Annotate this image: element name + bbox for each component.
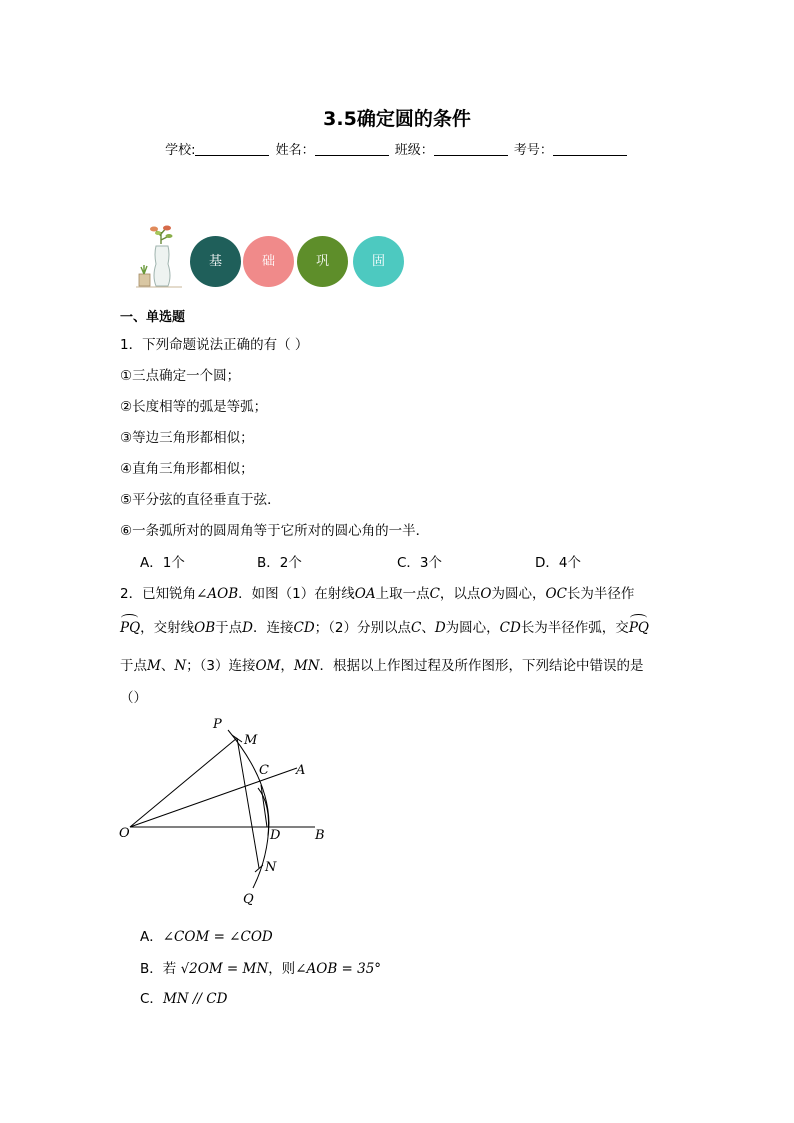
label-o: O (119, 826, 130, 841)
label-d: D (270, 828, 281, 843)
name-label: 姓名： (275, 143, 315, 158)
q2-stem-line-4: （） (120, 690, 147, 706)
q1-option-a[interactable]: A．1个 (140, 555, 185, 571)
arc-pq-figure (228, 730, 269, 888)
q2-option-a[interactable]: A．∠COM = ∠COD (140, 929, 273, 945)
geometry-figure (110, 708, 340, 908)
badge-gong: 巩 (297, 236, 348, 287)
arc-pq: PQ (120, 620, 140, 636)
label-m: M (244, 733, 258, 748)
label-a: A (296, 763, 306, 778)
q1-statement-3: ③等边三角形都相似； (120, 430, 254, 446)
page-title: 3.5确定圆的条件 (323, 108, 471, 130)
arc-mark-icon (630, 614, 647, 622)
section-title: 一、单选题 (120, 310, 186, 325)
badge-ji: 基 (190, 236, 241, 287)
segment-om (130, 738, 237, 827)
arc-mark-icon (121, 614, 138, 622)
q1-statement-6: ⑥一条弧所对的圆周角等于它所对的圆心角的一半． (120, 523, 430, 539)
q1-stem: 1．下列命题说法正确的有（ ） (120, 337, 309, 353)
q1-option-c[interactable]: C．3个 (397, 555, 443, 571)
q2-option-c[interactable]: C．MN // CD (140, 991, 228, 1007)
plant-vase-icon (136, 224, 186, 290)
class-label: 班级： (394, 143, 434, 158)
label-n: N (265, 860, 277, 875)
label-c: C (259, 763, 269, 778)
student-info-row (0, 139, 794, 158)
label-p: P (213, 717, 222, 732)
badge-gu: 固 (353, 236, 404, 287)
badge-chu: 础 (243, 236, 294, 287)
label-q: Q (243, 892, 254, 907)
exam-number-label: 考号： (513, 143, 553, 158)
q1-options (0, 551, 794, 571)
arc-pq-2: PQ (629, 620, 649, 636)
q2-stem-line-2: PQ，交射线OB于点D．连接CD；（2）分别以点C、D为圆心，CD长为半径作弧，交 PQ (120, 616, 649, 636)
q2-stem-line-1: 2．已知锐角∠AOB．如图（1）在射线OA上取一点C，以点O为圆心，OC长为半径作 (120, 586, 635, 602)
q1-statement-4: ④直角三角形都相似； (120, 461, 254, 477)
name-blank[interactable] (315, 142, 389, 156)
q1-statement-2: ②长度相等的弧是等弧； (120, 399, 268, 415)
label-b: B (315, 828, 325, 843)
q1-statement-1: ①三点确定一个圆； (120, 368, 241, 384)
q2-option-b[interactable]: B．若 √2OM = MN，则∠AOB = 35° (140, 961, 382, 977)
ray-oa (130, 768, 297, 827)
arc-cd-figure (258, 788, 269, 836)
q1-statement-5: ⑤平分弦的直径垂直于弦． (120, 492, 281, 508)
school-label: 学校: (165, 143, 196, 158)
school-blank[interactable] (195, 142, 269, 156)
exam-number-blank[interactable] (553, 142, 627, 156)
q2-stem-line-3: 于点M、N；（3）连接OM，MN．根据以上作图过程及所作图形，下列结论中错误的是 (120, 658, 644, 674)
class-blank[interactable] (434, 142, 508, 156)
q1-option-d[interactable]: D．4个 (535, 555, 581, 571)
q1-option-b[interactable]: B．2个 (257, 555, 302, 571)
